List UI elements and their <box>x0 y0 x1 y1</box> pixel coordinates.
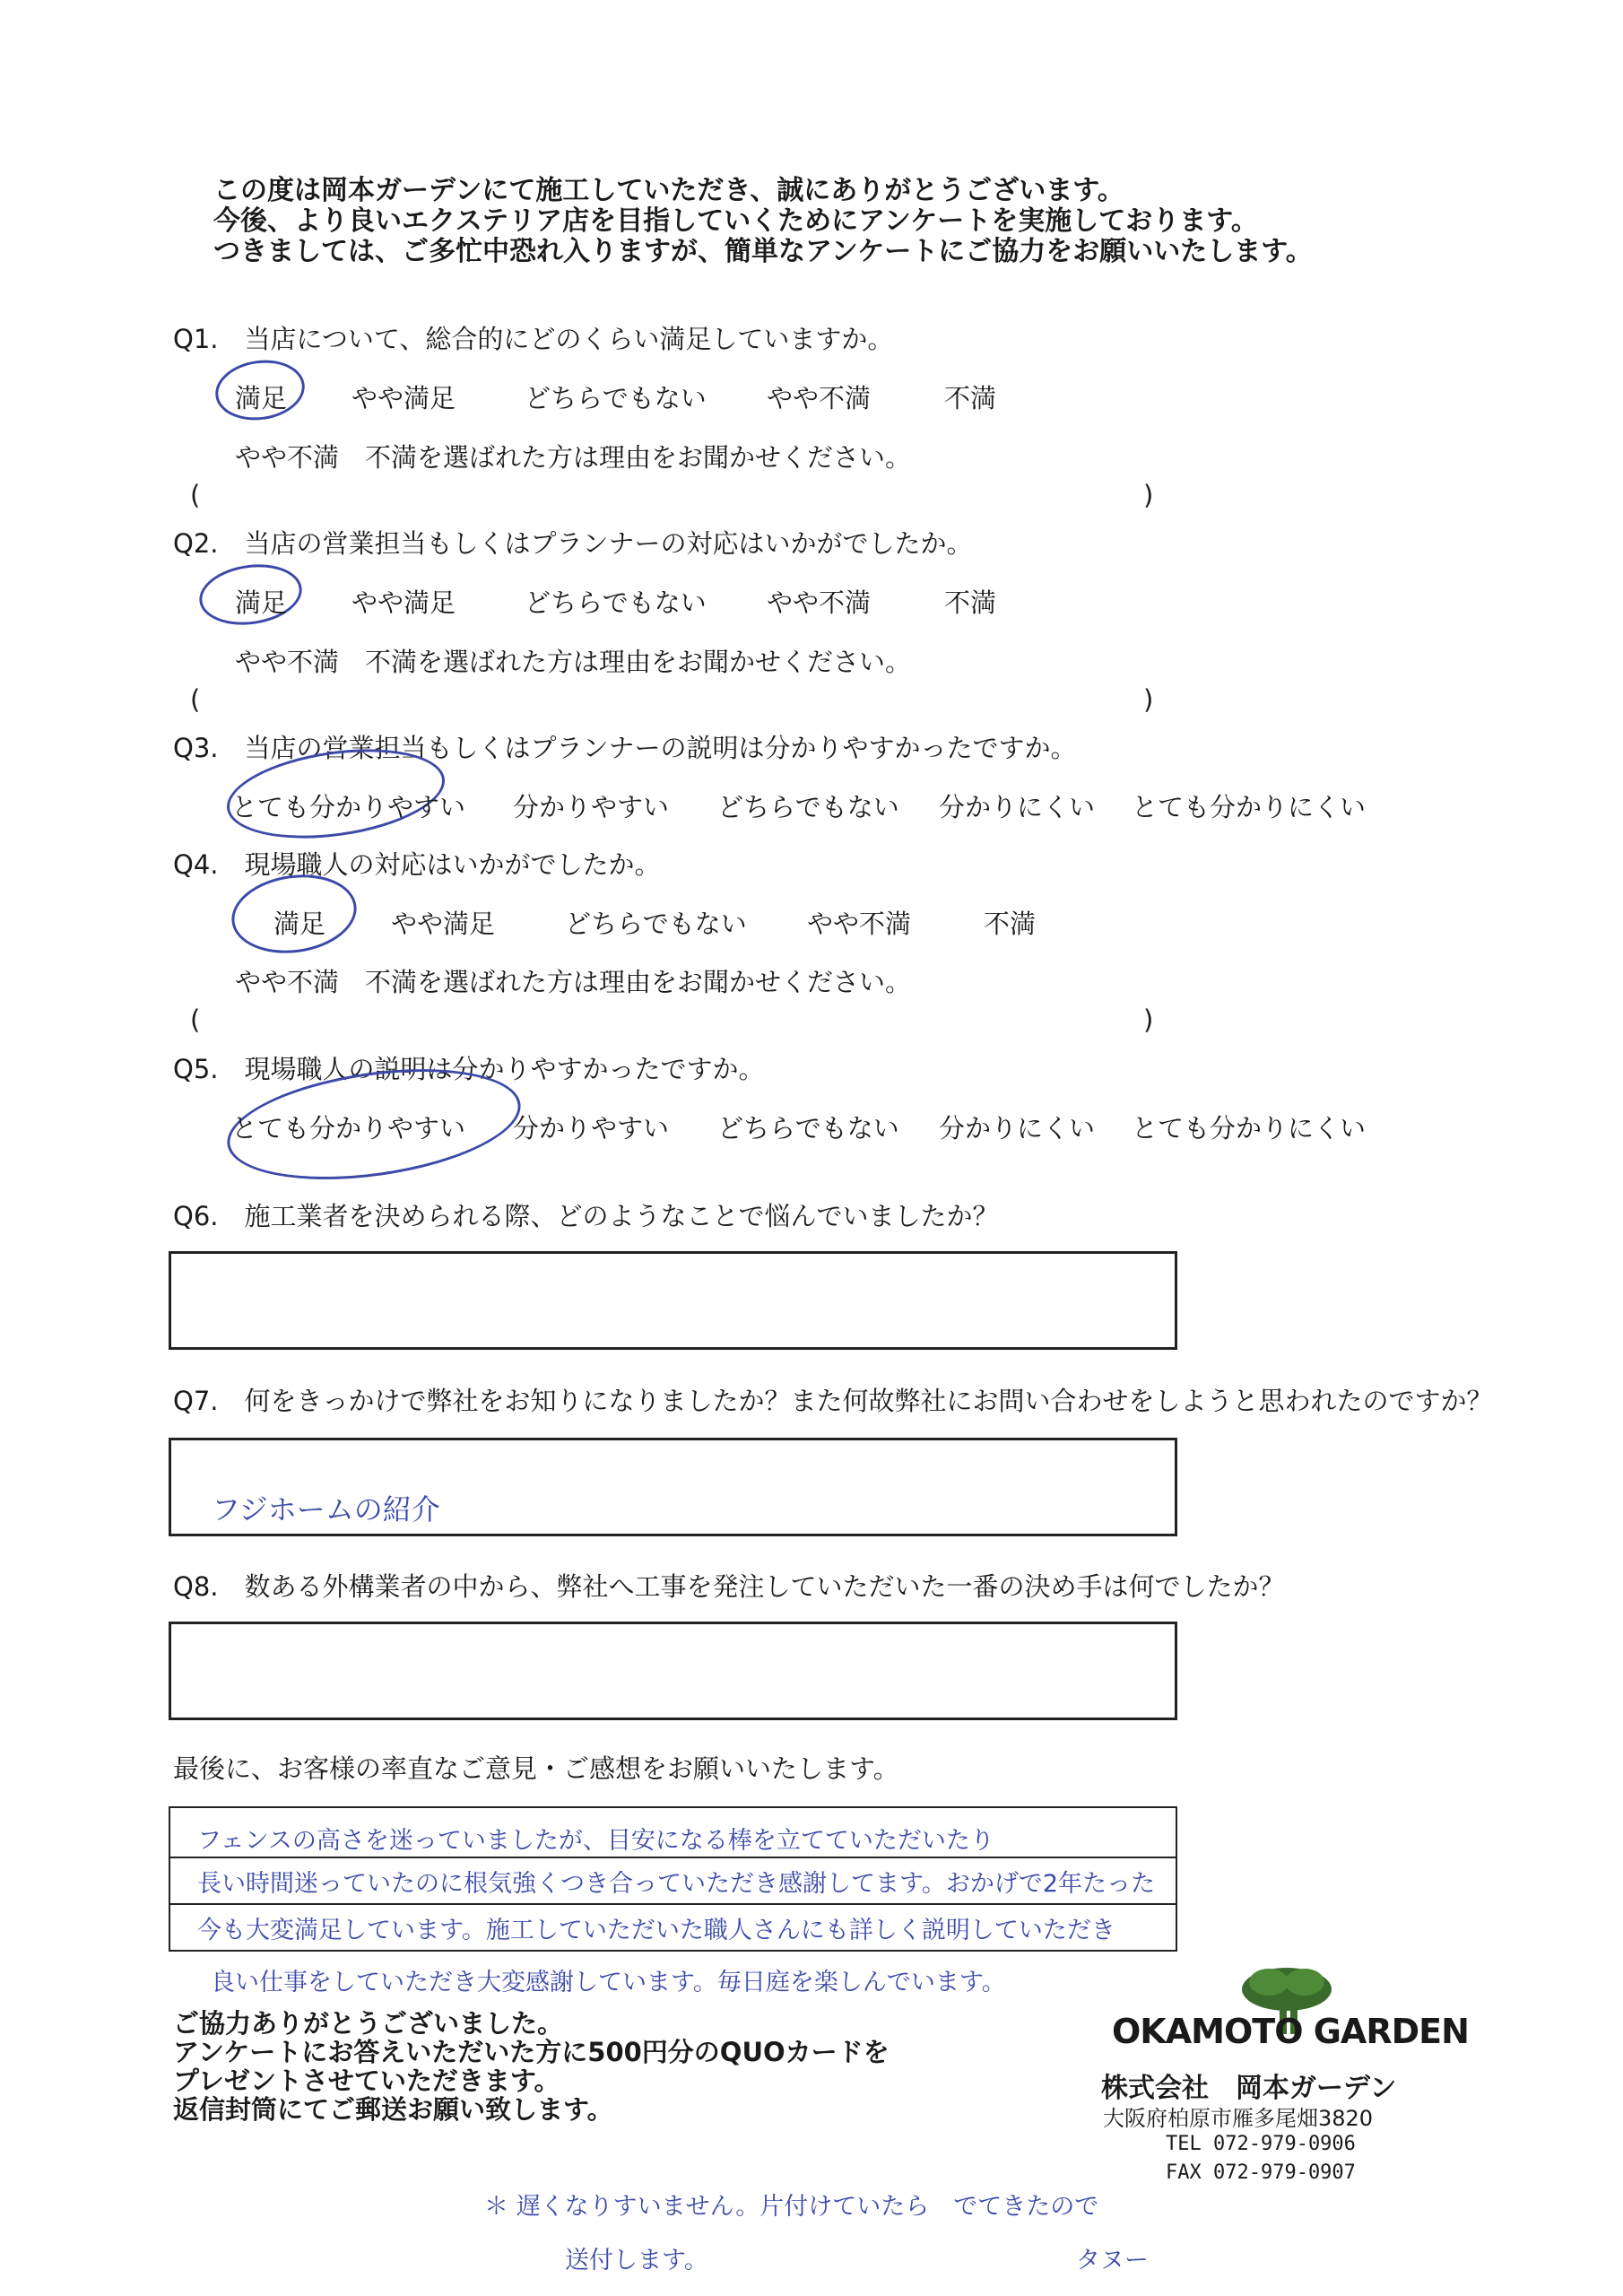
intro-text <box>213 176 1313 267</box>
q1-paren-open: ( <box>190 480 201 510</box>
q5-text: Q5. 現場職人の説明は分かりやすかったですか。 <box>173 1054 765 1084</box>
q1-paren-close: ) <box>1143 480 1154 510</box>
q4-paren-open: ( <box>190 1004 201 1035</box>
final-line-2: 長い時間迷っていたのに根気強くつき合っていただき感謝してます。おかげで2年たった <box>197 1870 1156 1898</box>
intro-line-3: つきましては、ご多忙中恐れ入りますが、簡単なアンケートにご協力をお願いいたします。 <box>213 236 1313 267</box>
q3-option-5[interactable]: とても分かりにくい <box>1132 792 1367 822</box>
final-line-4: 良い仕事をしていただき大変感謝しています。毎日庭を楽しんでいます。 <box>211 1969 1006 1996</box>
q4-option-2[interactable]: やや満足 <box>391 909 496 939</box>
q5-option-5[interactable]: とても分かりにくい <box>1132 1113 1367 1144</box>
final-line-1: フェンスの高さを迷っていましたが、目安になる棒を立てていただいたり <box>197 1827 994 1855</box>
q2-option-1[interactable]: 満足 <box>235 587 288 618</box>
q1-option-2[interactable]: やや満足 <box>352 383 456 413</box>
q5-option-3[interactable]: どちらでもない <box>717 1113 899 1144</box>
q6-text: Q6. 施工業者を決められる際、どのようなことで悩んでいましたか？ <box>173 1201 999 1231</box>
final-divider-1 <box>169 1857 1177 1858</box>
q7-answer-box[interactable] <box>169 1438 1177 1536</box>
q5-option-1[interactable]: とても分かりやすい <box>231 1113 466 1144</box>
footer-line-2: アンケートにお答えいただいた方に500円分のQUOカードを <box>173 2037 890 2067</box>
final-line-3: 今も大変満足しています。施工していただいた職人さんにも詳しく説明していただき <box>197 1917 1115 1944</box>
q7-text: Q7. 何をきっかけで弊社をお知りになりましたか？また何故弊社にお問い合わせをしようと思われたのですか？ <box>173 1386 1493 1416</box>
q4-paren-close: ) <box>1143 1004 1154 1035</box>
q2-option-5[interactable]: 不満 <box>944 587 997 618</box>
company-fax: FAX 072-979-0907 <box>1166 2161 1356 2184</box>
footer-line-4: 返信封筒にてご郵送お願い致します。 <box>173 2094 613 2125</box>
intro-line-2: 今後、より良いエクステリア店を目指していくためにアンケートを実施しております。 <box>213 205 1258 237</box>
q4-followup: やや不満 不満を選ばれた方は理由をお聞かせください。 <box>235 967 912 997</box>
q6-answer-box[interactable] <box>169 1251 1177 1350</box>
q4-option-3[interactable]: どちらでもない <box>565 909 747 939</box>
q2-text: Q2. 当店の営業担当もしくはプランナーの対応はいかがでしたか。 <box>173 528 973 559</box>
intro-line-1: この度は岡本ガーデンにて施工していただき、誠にありがとうございます。 <box>213 175 1124 206</box>
q1-option-4[interactable]: やや不満 <box>767 383 872 413</box>
company-name: 株式会社 岡本ガーデン <box>1101 2073 1397 2104</box>
q1-text: Q1. 当店について、総合的にどのくらい満足していますか。 <box>173 324 894 354</box>
q3-option-4[interactable]: 分かりにくい <box>939 792 1096 822</box>
q1-option-5[interactable]: 不満 <box>944 383 997 413</box>
q4-option-1[interactable]: 満足 <box>273 909 326 939</box>
postscript-line-2: 送付します。 <box>565 2247 708 2274</box>
q4-option-4[interactable]: やや不満 <box>807 909 912 939</box>
q3-option-1[interactable]: とても分かりやすい <box>231 792 466 822</box>
company-tel: TEL 072-979-0906 <box>1166 2133 1356 2155</box>
company-logo-text: OKAMOTO GARDEN <box>1112 2012 1469 2051</box>
q2-paren-close: ) <box>1143 684 1154 715</box>
final-divider-2 <box>169 1903 1177 1905</box>
q3-text: Q3. 当店の営業担当もしくはプランナーの説明は分かりやすかったですか。 <box>173 733 1077 763</box>
postscript-signature: タヌー <box>1076 2247 1149 2274</box>
q4-text: Q4. 現場職人の対応はいかがでしたか。 <box>173 849 661 880</box>
footer-line-1: ご協力ありがとうございました。 <box>173 2008 564 2039</box>
q3-option-2[interactable]: 分かりやすい <box>513 792 670 822</box>
footer-line-3: プレゼントさせていただきます。 <box>173 2066 560 2096</box>
company-address: 大阪府柏原市雁多尾畑3820 <box>1103 2106 1374 2131</box>
q2-option-4[interactable]: やや不満 <box>767 587 872 618</box>
q2-followup: やや不満 不満を選ばれた方は理由をお聞かせください。 <box>235 647 912 677</box>
postscript-line-1: ＊ 遅くなりすいません。片付けていたら でてきたので <box>484 2193 1099 2221</box>
q2-option-2[interactable]: やや満足 <box>352 587 456 618</box>
q4-option-5[interactable]: 不満 <box>984 909 1037 939</box>
q2-option-3[interactable]: どちらでもない <box>525 587 707 618</box>
q1-option-3[interactable]: どちらでもない <box>525 383 707 413</box>
q1-option-1[interactable]: 満足 <box>235 383 288 413</box>
q5-option-2[interactable]: 分かりやすい <box>513 1113 670 1144</box>
footer-thanks <box>173 2009 890 2124</box>
q1-followup: やや不満 不満を選ばれた方は理由をお聞かせください。 <box>235 442 912 473</box>
q7-answer: フジホームの紹介 <box>212 1492 440 1526</box>
q8-answer-box[interactable] <box>169 1622 1177 1720</box>
q2-paren-open: ( <box>190 684 201 715</box>
q5-option-4[interactable]: 分かりにくい <box>939 1113 1096 1144</box>
final-prompt: 最後に、お客様の率直なご意見・ご感想をお願いいたします。 <box>173 1753 899 1784</box>
q8-text: Q8. 数ある外構業者の中から、弊社へ工事を発注していただいた一番の決め手は何でしたか？ <box>173 1571 1285 1602</box>
q3-option-3[interactable]: どちらでもない <box>717 792 899 822</box>
